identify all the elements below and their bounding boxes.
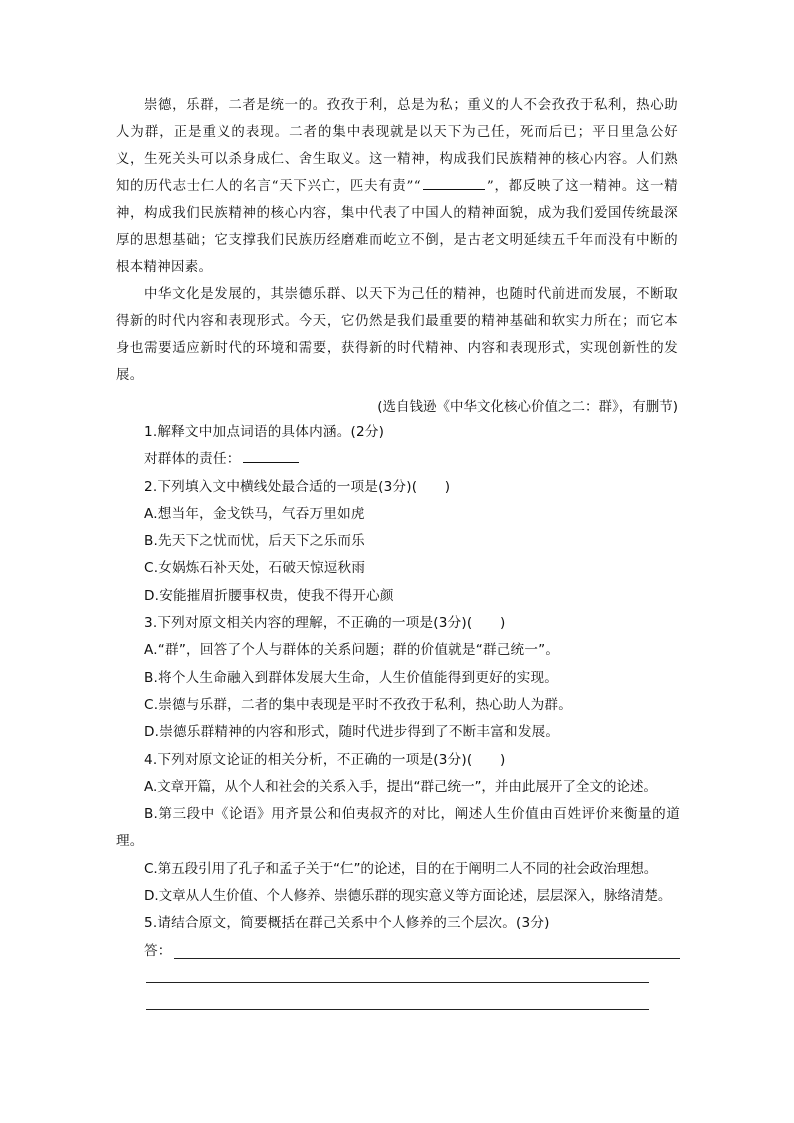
answer-label: 答： xyxy=(144,942,172,959)
questions-section xyxy=(116,419,680,965)
question-5: 5.请结合原文，简要概括在群己关系中个人修养的三个层次。(3分) xyxy=(144,915,550,932)
reading-passage xyxy=(116,92,678,389)
option-b[interactable]: B.第三段中《论语》用齐景公和伯夷叔齐的对比，阐述人生价值由百姓评价来衡量的道理。 xyxy=(116,806,680,850)
answer-label: 对群体的责任： xyxy=(144,451,241,468)
passage-text: 崇德，乐群，二者是统一的。孜孜于利，总是为私；重义的人不会孜孜于私利，热心助人为群，正是重义的表现。二者的集中表现就是以天下为己任，死而后已；平日里急公好义，生死关头可以杀身成仁、舍生取义。这一精神，构成我们民族精神的核心内容。人们熟知的历代志士仁人的名言“天下兴亡，匹夫有责”“ xyxy=(116,98,678,194)
passage-paragraph-1 xyxy=(116,92,678,281)
answer-area[interactable] xyxy=(116,938,680,965)
answer-line[interactable] xyxy=(146,1009,649,1010)
answer-line[interactable] xyxy=(174,958,680,959)
option-a[interactable]: A.文章开篇，从个人和社会的关系入手，提出“群己统一”，并由此展开了全文的论述。 xyxy=(144,778,657,795)
option-b[interactable]: B.先天下之忧而忧，后天下之乐而乐 xyxy=(144,533,365,550)
option-a[interactable]: A.“群”，回答了个人与群体的关系问题；群的价值就是“群己统一”。 xyxy=(144,642,560,659)
option-b[interactable]: B.将个人生命融入到群体发展大生命，人生价值能得到更好的实现。 xyxy=(144,669,559,686)
passage-source: (选自钱逊《中华文化核心价值之二：群》，有删节) xyxy=(377,399,678,415)
passage-paragraph-2: 中华文化是发展的，其崇德乐群、以天下为己任的精神，也随时代前进而发展，不断取得新的时代内容和表现形式。今天，它仍然是我们最重要的精神基础和软实力所在；而它本身也需要适应新时代的环境和需要，获得新的时代精神、内容和表现形式，实现创新性的发展。 xyxy=(116,287,678,383)
option-d[interactable]: D.安能摧眉折腰事权贵，使我不得开心颜 xyxy=(144,587,394,604)
passage-text: ”，都反映了这一精神。这一精神，构成我们民族精神的核心内容，集中代表了中国人的精神面貌，成为我们爱国传统最深厚的思想基础；它支撑我们民族历经磨难而屹立不倒，是古老文明延续五千年而没有中断的根本精神因素。 xyxy=(116,179,678,275)
question-1-answer xyxy=(116,446,680,473)
option-c[interactable]: C.第五段引用了孔子和孟子关于“仁”的论述，目的在于阐明二人不同的社会政治理想。 xyxy=(144,860,658,877)
question-3: 3.下列对原文相关内容的理解，不正确的一项是(3分)( ) xyxy=(144,615,506,632)
option-d[interactable]: D.文章从人生价值、个人修养、崇德乐群的现实意义等方面论述，层层深入，脉络清楚。 xyxy=(144,888,672,905)
option-d[interactable]: D.崇德乐群精神的内容和形式，随时代进步得到了不断丰富和发展。 xyxy=(144,724,560,741)
option-c[interactable]: C.崇德与乐群，二者的集中表现是平时不孜孜于私利，热心助人为群。 xyxy=(144,696,573,713)
question-4: 4.下列对原文论证的相关分析，不正确的一项是(3分)( ) xyxy=(144,751,506,768)
question-1: 1.解释文中加点词语的具体内涵。(2分) xyxy=(144,424,385,440)
answer-blank[interactable] xyxy=(243,448,299,463)
question-2: 2.下列填入文中横线处最合适的一项是(3分)( ) xyxy=(144,478,451,495)
option-a[interactable]: A.想当年，金戈铁马，气吞万里如虎 xyxy=(144,505,365,522)
answer-line[interactable] xyxy=(146,982,649,983)
option-c[interactable]: C.女娲炼石补天处，石破天惊逗秋雨 xyxy=(144,560,366,577)
fill-in-blank[interactable] xyxy=(423,175,485,190)
